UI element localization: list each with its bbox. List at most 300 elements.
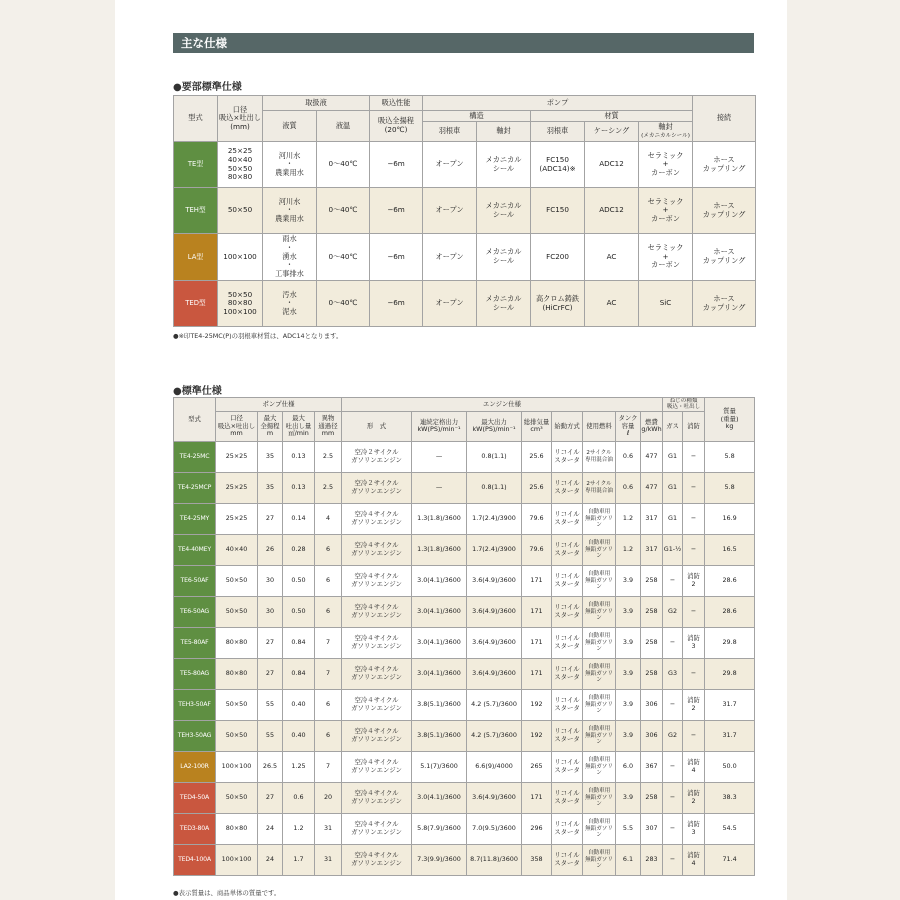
max-output-cell: 1.7(2.4)/3900	[467, 503, 522, 534]
flow-cell: 0.14	[283, 503, 315, 534]
consumption-cell: 258	[641, 596, 663, 627]
bore-cell: 50×50	[216, 565, 258, 596]
t1-header-structure: 構造	[423, 111, 531, 122]
bore-cell: 40×40	[216, 534, 258, 565]
flow-cell: 0.50	[283, 596, 315, 627]
consumption-cell: 306	[641, 720, 663, 751]
fuel-cell: 2サイクル 専用混合油	[583, 441, 616, 472]
fire-thread-cell: −	[683, 441, 705, 472]
max-output-cell: 3.6(4.9)/3600	[467, 658, 522, 689]
consumption-cell: 258	[641, 782, 663, 813]
fuel-cell: 自動車用 無鉛ガソリン	[583, 565, 616, 596]
solid-cell: 7	[315, 627, 342, 658]
tank-cell: 3.9	[616, 689, 641, 720]
footnote-mass: ●表示質量は、商品単体の質量です。	[173, 889, 281, 897]
model-cell: LA2-100R	[174, 751, 216, 782]
model-cell: TE6-50AG	[174, 596, 216, 627]
displacement-cell: 171	[522, 658, 552, 689]
gas-thread-cell: −	[663, 689, 683, 720]
head-cell: 55	[258, 720, 283, 751]
suction-head-cell: −6m	[370, 281, 423, 327]
impeller-material-cell: FC150 (ADC14)※	[531, 142, 585, 188]
t2-header-fuel: 使用燃料	[583, 411, 616, 441]
t2-header-rated-output: 連続定格出力 kW(PS)/min⁻¹	[412, 411, 467, 441]
consumption-cell: 258	[641, 658, 663, 689]
impeller-cell: オープン	[423, 142, 477, 188]
consumption-cell: 477	[641, 472, 663, 503]
fire-thread-cell: 消防 3	[683, 627, 705, 658]
mass-cell: 71.4	[705, 844, 755, 875]
t2-header-max-output: 最大出力 kW(PS)/min⁻¹	[467, 411, 522, 441]
gas-thread-cell: −	[663, 565, 683, 596]
t2-header-mass: 質量 (重量) kg	[705, 398, 755, 442]
engine-form-cell: 空冷４サイクル ガソリンエンジン	[342, 720, 412, 751]
flow-cell: 1.25	[283, 751, 315, 782]
fuel-cell: 自動車用 無鉛ガソリン	[583, 813, 616, 844]
max-output-cell: 8.7(11.8)/3600	[467, 844, 522, 875]
flow-cell: 0.28	[283, 534, 315, 565]
engine-form-cell: 空冷４サイクル ガソリンエンジン	[342, 627, 412, 658]
head-cell: 27	[258, 627, 283, 658]
solid-cell: 6	[315, 720, 342, 751]
t1-header-pump: ポンプ	[423, 96, 693, 111]
impeller-material-cell: FC200	[531, 234, 585, 281]
model-cell: TEH3-50AG	[174, 720, 216, 751]
engine-form-cell: 空冷４サイクル ガソリンエンジン	[342, 751, 412, 782]
connection-cell: ホース カップリング	[693, 234, 756, 281]
displacement-cell: 358	[522, 844, 552, 875]
connection-cell: ホース カップリング	[693, 281, 756, 327]
flow-cell: 1.7	[283, 844, 315, 875]
impeller-cell: オープン	[423, 234, 477, 281]
casing-cell: AC	[585, 281, 639, 327]
mass-cell: 28.6	[705, 565, 755, 596]
fire-thread-cell: −	[683, 472, 705, 503]
page-banner: 主な仕様	[173, 33, 754, 53]
liquid-cell: 河川水 ・ 農業用水	[263, 188, 317, 234]
fuel-cell: 自動車用 無鉛ガソリン	[583, 720, 616, 751]
mass-cell: 31.7	[705, 689, 755, 720]
suction-head-cell: −6m	[370, 234, 423, 281]
t1-header-connection: 接続	[693, 96, 756, 142]
model-cell: TE6-50AF	[174, 565, 216, 596]
model-cell: TE型	[174, 142, 218, 188]
mass-cell: 31.7	[705, 720, 755, 751]
engine-form-cell: 空冷４サイクル ガソリンエンジン	[342, 503, 412, 534]
tank-cell: 3.9	[616, 565, 641, 596]
solid-cell: 6	[315, 534, 342, 565]
t2-header-flow: 最大 吐出し量 ㎥/min	[283, 411, 315, 441]
max-output-cell: 0.8(1.1)	[467, 472, 522, 503]
start-cell: リコイル スタータ	[552, 565, 583, 596]
model-cell: TEH3-50AF	[174, 689, 216, 720]
bore-cell: 50×50 80×80 100×100	[218, 281, 263, 327]
solid-cell: 2.5	[315, 472, 342, 503]
t1-header-liquid-type: 液質	[263, 111, 317, 142]
casing-cell: ADC12	[585, 142, 639, 188]
rated-output-cell: 3.0(4.1)/3600	[412, 627, 467, 658]
solid-cell: 2.5	[315, 441, 342, 472]
tank-cell: 6.0	[616, 751, 641, 782]
model-cell: TE5-80AF	[174, 627, 216, 658]
rated-output-cell: 3.0(4.1)/3600	[412, 565, 467, 596]
gas-thread-cell: −	[663, 813, 683, 844]
consumption-cell: 258	[641, 565, 663, 596]
head-cell: 24	[258, 813, 283, 844]
start-cell: リコイル スタータ	[552, 813, 583, 844]
head-cell: 30	[258, 565, 283, 596]
casing-cell: AC	[585, 234, 639, 281]
bore-cell: 50×50	[216, 596, 258, 627]
tank-cell: 3.9	[616, 720, 641, 751]
mass-cell: 5.8	[705, 441, 755, 472]
engine-form-cell: 空冷４サイクル ガソリンエンジン	[342, 534, 412, 565]
head-cell: 27	[258, 782, 283, 813]
fire-thread-cell: 消防 4	[683, 844, 705, 875]
displacement-cell: 171	[522, 565, 552, 596]
t2-header-engine: エンジン仕様	[342, 398, 663, 412]
table-row	[174, 503, 755, 534]
fire-thread-cell: −	[683, 720, 705, 751]
gas-thread-cell: −	[663, 627, 683, 658]
t2-header-tank: タンク 容量 ℓ	[616, 411, 641, 441]
bore-cell: 50×50	[216, 689, 258, 720]
model-cell: TED3-80A	[174, 813, 216, 844]
fire-thread-cell: −	[683, 658, 705, 689]
liquid-cell: 汚水 ・ 泥水	[263, 281, 317, 327]
max-output-cell: 3.6(4.9)/3600	[467, 596, 522, 627]
rated-output-cell: 3.8(5.1)/3600	[412, 720, 467, 751]
table-row	[174, 596, 755, 627]
solid-cell: 7	[315, 658, 342, 689]
solid-cell: 6	[315, 565, 342, 596]
seal-material-cell: SiC	[639, 281, 693, 327]
rated-output-cell: 7.3(9.9)/3600	[412, 844, 467, 875]
engine-form-cell: 空冷４サイクル ガソリンエンジン	[342, 658, 412, 689]
engine-form-cell: 空冷４サイクル ガソリンエンジン	[342, 596, 412, 627]
t2-header-solid: 異物 通過径 mm	[315, 411, 342, 441]
solid-cell: 6	[315, 596, 342, 627]
suction-head-cell: −6m	[370, 188, 423, 234]
rated-output-cell: 3.8(5.1)/3600	[412, 689, 467, 720]
head-cell: 27	[258, 658, 283, 689]
fuel-cell: 自動車用 無鉛ガソリン	[583, 503, 616, 534]
connection-cell: ホース カップリング	[693, 188, 756, 234]
fuel-cell: 自動車用 無鉛ガソリン	[583, 596, 616, 627]
rated-output-cell: —	[412, 441, 467, 472]
start-cell: リコイル スタータ	[552, 658, 583, 689]
engine-form-cell: 空冷４サイクル ガソリンエンジン	[342, 689, 412, 720]
rated-output-cell: 1.3(1.8)/3600	[412, 503, 467, 534]
gas-thread-cell: G1	[663, 503, 683, 534]
connection-cell: ホース カップリング	[693, 142, 756, 188]
liquid-cell: 雨水 ・ 湧水 ・ 工事排水	[263, 234, 317, 281]
suction-head-cell: −6m	[370, 142, 423, 188]
solid-cell: 6	[315, 689, 342, 720]
table-row	[174, 472, 755, 503]
t1-header-seal-material: 軸封 (メカニカルシール)	[639, 122, 693, 142]
model-cell: TE4-25MC	[174, 441, 216, 472]
start-cell: リコイル スタータ	[552, 720, 583, 751]
model-cell: TE5-80AG	[174, 658, 216, 689]
bore-cell: 80×80	[216, 627, 258, 658]
displacement-cell: 171	[522, 596, 552, 627]
bore-cell: 80×80	[216, 658, 258, 689]
t2-header-thread: ねじの種類 吸込・吐出し	[663, 398, 705, 412]
max-output-cell: 4.2 (5.7)/3600	[467, 689, 522, 720]
consumption-cell: 258	[641, 627, 663, 658]
mass-cell: 16.9	[705, 503, 755, 534]
mass-cell: 29.8	[705, 658, 755, 689]
table-row	[174, 658, 755, 689]
engine-form-cell: 空冷２サイクル ガソリンエンジン	[342, 441, 412, 472]
mass-cell: 16.5	[705, 534, 755, 565]
flow-cell: 0.40	[283, 689, 315, 720]
rated-output-cell: 5.8(7.9)/3600	[412, 813, 467, 844]
table-row	[174, 281, 756, 327]
seal-material-cell: セラミック + カーボン	[639, 188, 693, 234]
t1-header-material: 材質	[531, 111, 693, 122]
t1-header-casing: ケーシング	[585, 122, 639, 142]
gas-thread-cell: G3	[663, 658, 683, 689]
head-cell: 55	[258, 689, 283, 720]
liquid-temp-cell: 0～40℃	[317, 281, 370, 327]
consumption-cell: 477	[641, 441, 663, 472]
flow-cell: 0.84	[283, 627, 315, 658]
t1-header-impeller-material: 羽根車	[531, 122, 585, 142]
start-cell: リコイル スタータ	[552, 596, 583, 627]
impeller-material-cell: 高クロム鋳鉄 (HiCrFC)	[531, 281, 585, 327]
mass-cell: 5.8	[705, 472, 755, 503]
table-row	[174, 534, 755, 565]
start-cell: リコイル スタータ	[552, 441, 583, 472]
mass-cell: 28.6	[705, 596, 755, 627]
bore-cell: 25×25	[216, 503, 258, 534]
start-cell: リコイル スタータ	[552, 689, 583, 720]
model-cell: TED型	[174, 281, 218, 327]
gas-thread-cell: G1-½	[663, 534, 683, 565]
flow-cell: 0.50	[283, 565, 315, 596]
seal-material-cell: セラミック + カーボン	[639, 234, 693, 281]
seal-material-cell: セラミック + カーボン	[639, 142, 693, 188]
flow-cell: 0.84	[283, 658, 315, 689]
model-cell: LA型	[174, 234, 218, 281]
fire-thread-cell: 消防 4	[683, 751, 705, 782]
tank-cell: 3.9	[616, 658, 641, 689]
impeller-cell: オープン	[423, 188, 477, 234]
bore-cell: 25×25	[216, 472, 258, 503]
start-cell: リコイル スタータ	[552, 751, 583, 782]
liquid-cell: 河川水 ・ 農業用水	[263, 142, 317, 188]
solid-cell: 4	[315, 503, 342, 534]
displacement-cell: 171	[522, 627, 552, 658]
spec-page	[115, 0, 787, 900]
consumption-cell: 317	[641, 534, 663, 565]
max-output-cell: 6.6(9)/4000	[467, 751, 522, 782]
gas-thread-cell: −	[663, 751, 683, 782]
table-row	[174, 565, 755, 596]
section-title-main-specs: ●要部標準仕様	[173, 82, 242, 93]
head-cell: 30	[258, 596, 283, 627]
fuel-cell: 自動車用 無鉛ガソリン	[583, 689, 616, 720]
t1-header-impeller: 羽根車	[423, 122, 477, 142]
mass-cell: 29.8	[705, 627, 755, 658]
gas-thread-cell: G2	[663, 596, 683, 627]
fuel-cell: 自動車用 無鉛ガソリン	[583, 627, 616, 658]
t2-header-pump: ポンプ仕様	[216, 398, 342, 412]
rated-output-cell: 3.0(4.1)/3600	[412, 658, 467, 689]
head-cell: 24	[258, 844, 283, 875]
t2-header-bore: 口径 吸込×吐出し mm	[216, 411, 258, 441]
impeller-cell: オープン	[423, 281, 477, 327]
max-output-cell: 3.6(4.9)/3600	[467, 627, 522, 658]
t2-header-head: 最大 全揚程 m	[258, 411, 283, 441]
rated-output-cell: 3.0(4.1)/3600	[412, 596, 467, 627]
table-row	[174, 751, 755, 782]
t2-header-consumption: 燃費 g/kWh	[641, 411, 663, 441]
model-cell: TE4-25MY	[174, 503, 216, 534]
seal-cell: メカニカル シール	[477, 234, 531, 281]
gas-thread-cell: −	[663, 844, 683, 875]
tank-cell: 3.9	[616, 596, 641, 627]
bore-cell: 50×50	[218, 188, 263, 234]
fire-thread-cell: −	[683, 596, 705, 627]
tank-cell: 3.9	[616, 627, 641, 658]
bore-cell: 25×25 40×40 50×50 80×80	[218, 142, 263, 188]
solid-cell: 31	[315, 813, 342, 844]
start-cell: リコイル スタータ	[552, 503, 583, 534]
t2-header-form: 形 式	[342, 411, 412, 441]
fuel-cell: 自動車用 無鉛ガソリン	[583, 782, 616, 813]
fire-thread-cell: −	[683, 503, 705, 534]
mass-cell: 38.3	[705, 782, 755, 813]
table-row	[174, 844, 755, 875]
tank-cell: 3.9	[616, 782, 641, 813]
fuel-cell: 自動車用 無鉛ガソリン	[583, 751, 616, 782]
displacement-cell: 265	[522, 751, 552, 782]
liquid-temp-cell: 0～40℃	[317, 188, 370, 234]
displacement-cell: 192	[522, 689, 552, 720]
displacement-cell: 296	[522, 813, 552, 844]
tank-cell: 1.2	[616, 503, 641, 534]
flow-cell: 0.6	[283, 782, 315, 813]
t1-header-liquid: 取扱液	[263, 96, 370, 111]
t2-header-displacement: 総排気量 cm³	[522, 411, 552, 441]
displacement-cell: 25.6	[522, 441, 552, 472]
engine-form-cell: 空冷４サイクル ガソリンエンジン	[342, 844, 412, 875]
section-title-standard-specs: ●標準仕様	[173, 386, 222, 397]
bore-cell: 100×100	[218, 234, 263, 281]
t1-header-seal-material-sub: (メカニカルシール)	[641, 133, 690, 140]
t1-header-liquid-temp: 液温	[317, 111, 370, 142]
consumption-cell: 306	[641, 689, 663, 720]
displacement-cell: 79.6	[522, 534, 552, 565]
bore-cell: 100×100	[216, 844, 258, 875]
model-cell: TE4-25MCP	[174, 472, 216, 503]
liquid-temp-cell: 0～40℃	[317, 142, 370, 188]
flow-cell: 0.13	[283, 472, 315, 503]
model-cell: TED4-50A	[174, 782, 216, 813]
tank-cell: 0.6	[616, 472, 641, 503]
max-output-cell: 3.6(4.9)/3600	[467, 782, 522, 813]
gas-thread-cell: G1	[663, 472, 683, 503]
start-cell: リコイル スタータ	[552, 472, 583, 503]
fuel-cell: 自動車用 無鉛ガソリン	[583, 534, 616, 565]
start-cell: リコイル スタータ	[552, 627, 583, 658]
table-row	[174, 782, 755, 813]
footnote-impeller: ●※印TE4-25MC(P)の羽根車材質は、ADC14となります。	[173, 332, 343, 340]
displacement-cell: 25.6	[522, 472, 552, 503]
t2-header-start: 始動方式	[552, 411, 583, 441]
displacement-cell: 192	[522, 720, 552, 751]
start-cell: リコイル スタータ	[552, 782, 583, 813]
model-cell: TEH型	[174, 188, 218, 234]
flow-cell: 0.13	[283, 441, 315, 472]
t1-header-bore: 口径 吸込×吐出し (mm)	[218, 96, 263, 142]
table-row	[174, 720, 755, 751]
fire-thread-cell: 消防 2	[683, 689, 705, 720]
model-cell: TED4-100A	[174, 844, 216, 875]
t1-header-suction: 吸込性能	[370, 96, 423, 111]
table-row	[174, 627, 755, 658]
engine-form-cell: 空冷４サイクル ガソリンエンジン	[342, 782, 412, 813]
solid-cell: 31	[315, 844, 342, 875]
engine-form-cell: 空冷４サイクル ガソリンエンジン	[342, 813, 412, 844]
bore-cell: 50×50	[216, 782, 258, 813]
head-cell: 26	[258, 534, 283, 565]
rated-output-cell: —	[412, 472, 467, 503]
start-cell: リコイル スタータ	[552, 534, 583, 565]
bore-cell: 100×100	[216, 751, 258, 782]
flow-cell: 0.40	[283, 720, 315, 751]
mass-cell: 50.0	[705, 751, 755, 782]
max-output-cell: 3.6(4.9)/3600	[467, 565, 522, 596]
fuel-cell: 2サイクル 専用混合油	[583, 472, 616, 503]
head-cell: 27	[258, 503, 283, 534]
engine-form-cell: 空冷４サイクル ガソリンエンジン	[342, 565, 412, 596]
seal-cell: メカニカル シール	[477, 281, 531, 327]
fire-thread-cell: 消防 2	[683, 782, 705, 813]
table-row	[174, 188, 756, 234]
rated-output-cell: 5.1(7)/3600	[412, 751, 467, 782]
engine-form-cell: 空冷２サイクル ガソリンエンジン	[342, 472, 412, 503]
tank-cell: 1.2	[616, 534, 641, 565]
table-row	[174, 234, 756, 281]
start-cell: リコイル スタータ	[552, 844, 583, 875]
bore-cell: 80×80	[216, 813, 258, 844]
max-output-cell: 4.2 (5.7)/3600	[467, 720, 522, 751]
fuel-cell: 自動車用 無鉛ガソリン	[583, 658, 616, 689]
tank-cell: 6.1	[616, 844, 641, 875]
model-cell: TE4-40MEY	[174, 534, 216, 565]
tank-cell: 5.5	[616, 813, 641, 844]
main-spec-table	[173, 95, 756, 327]
table-row	[174, 689, 755, 720]
gas-thread-cell: G1	[663, 441, 683, 472]
max-output-cell: 7.0(9.5)/3600	[467, 813, 522, 844]
bore-cell: 25×25	[216, 441, 258, 472]
table-row	[174, 441, 755, 472]
impeller-material-cell: FC150	[531, 188, 585, 234]
solid-cell: 20	[315, 782, 342, 813]
consumption-cell: 307	[641, 813, 663, 844]
t2-header-model: 型式	[174, 398, 216, 442]
t2-header-fire: 消防	[683, 411, 705, 441]
consumption-cell: 317	[641, 503, 663, 534]
gas-thread-cell: G2	[663, 720, 683, 751]
table-row	[174, 142, 756, 188]
solid-cell: 7	[315, 751, 342, 782]
